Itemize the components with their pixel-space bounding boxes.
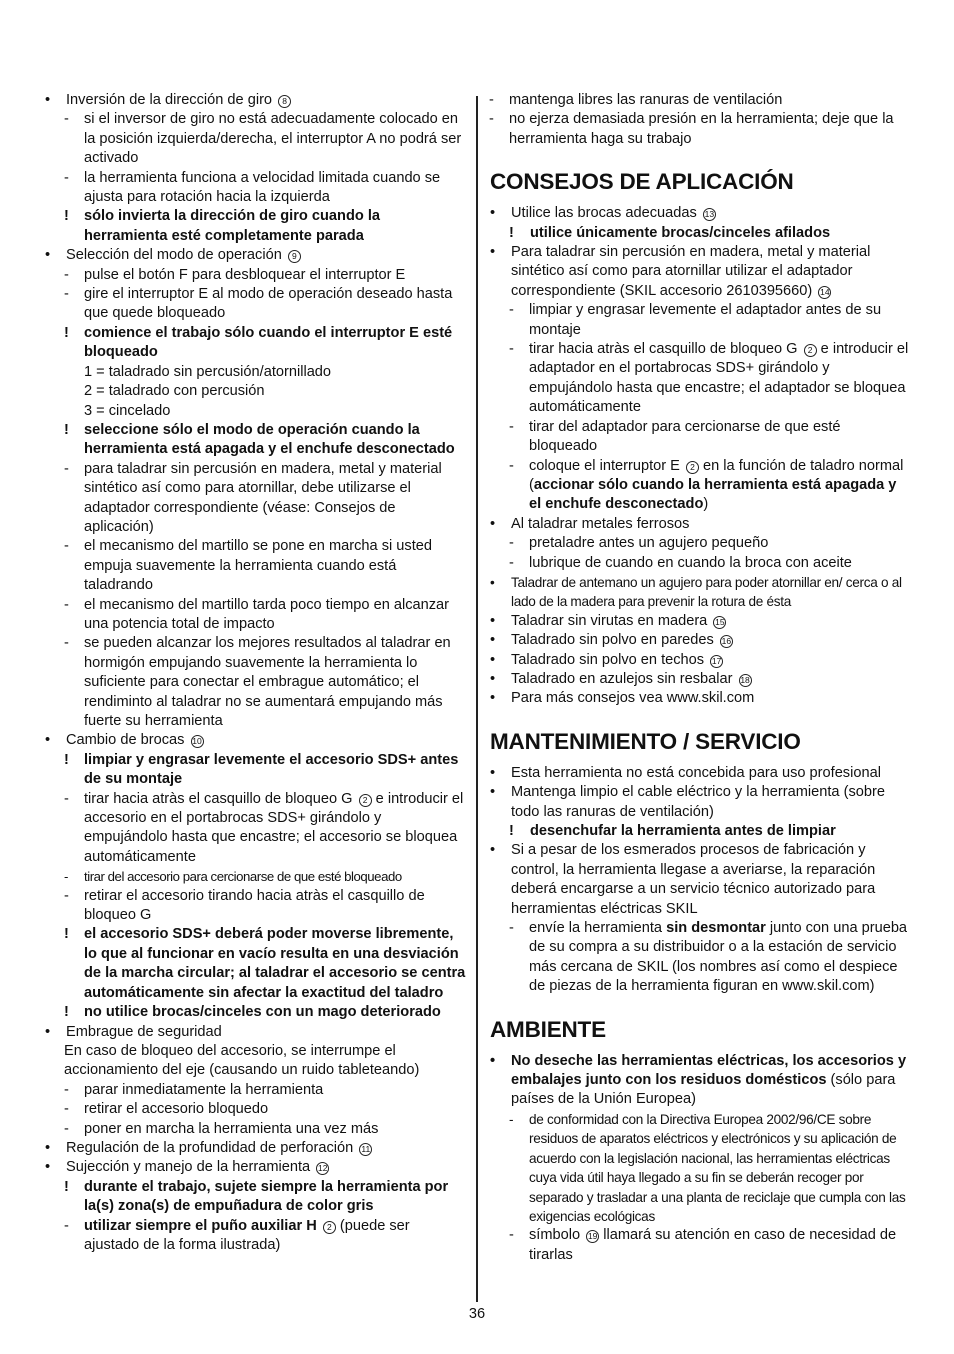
list-item: - si el inversor de giro no está adecuadamente colocado en la posición izquierda/derecha, el interruptor A no podrá ser activado: [43, 110, 467, 168]
figure-ref: 2: [359, 794, 372, 807]
item-text: Mantenga limpio el cable eléctrico y la herramienta (sobre todo las ranuras de ventilación): [511, 784, 885, 820]
list-item: - se pueden alcanzar los mejores resultados al taladrar en hormigón empujando suavemente la herramienta lo suficiente para conectar el embrague automático; el rendiminto al taladrar no se aumentará empujando más fuerte su herramienta: [43, 634, 467, 731]
list-item: - tirar del adaptador para cercionarse de que esté bloqueado: [488, 418, 910, 457]
list-item: - parar inmediatamente la herramienta: [43, 1081, 467, 1100]
item-text: Taladrar de antemano un agujero para poder atornillar en/ cerca o al lado de la madera para prevenir la rotura de ésta: [511, 574, 902, 610]
item-text: lubrique de cuando en cuando la broca con aceite: [529, 554, 852, 571]
list-item: • Mantenga limpio el cable eléctrico y la herramienta (sobre todo las ranuras de ventilación): [488, 783, 910, 822]
item-text: retirar el accesorio tirando hacia atràs el casquillo de bloqueo G: [84, 887, 425, 924]
item-text: tirar hacia atràs el casquillo de bloqueo G: [84, 790, 353, 807]
section-heading-tips: CONSEJOS DE APLICACIÓN: [490, 169, 794, 195]
list-item: • Utilice las brocas adecuadas 13: [490, 205, 715, 222]
list-item: - tirar hacia atràs el casquillo de bloqueo G 2 e introducir el accesorio en el portabrocas SDS+ girándolo y empujándolo hasta que encastre; el accesorio se bloquea automáticamente: [64, 790, 464, 865]
item-text: se pueden alcanzar los mejores resultados al taladrar en hormigón empujando suavemente la herramienta lo suficiente para conectar el embrague automático; el rendiminto al taladrar no se aumentará empujando más fuerte su herramienta: [84, 635, 451, 729]
item-text: Inversión de la dirección de giro: [66, 92, 273, 108]
list-item: • Para taladrar sin percusión en madera, metal y material sintético así como para atornillar utilizar el adaptador correspondiente (SKIL accesorio 2610395660) 14: [490, 244, 871, 299]
list-item: • Embrague de seguridad: [43, 1023, 467, 1042]
warning-text: comience el trabajo sólo cuando el interruptor E esté bloqueado: [84, 324, 453, 361]
paragraph: En caso de bloqueo del accesorio, se interrumpe el accionamiento del eje (causando un ruido tableteando): [64, 1042, 420, 1079]
warning-item: ! desenchufar la herramienta antes de limpiar: [488, 822, 910, 841]
item-text: coloque el interruptor E: [529, 457, 680, 474]
item-text: pulse el botón F para desbloquear el interruptor E: [84, 266, 406, 283]
mode-option: 2 = taladrado con percusión: [84, 383, 265, 400]
item-text: no ejerza demasiada presión en la herramienta; deje que la herramienta haga su trabajo: [509, 111, 894, 147]
figure-ref: 16: [721, 636, 732, 647]
item-text: Selección del modo de operación: [66, 247, 282, 264]
warning-text: seleccione sólo el modo de operación cuando la herramienta está apagada y el enchufe desconectado: [84, 421, 455, 458]
warning-item: ! limpiar y engrasar levemente el accesorio SDS+ antes de su montaje: [43, 751, 467, 790]
item-text: Al taladrar metales ferrosos: [511, 515, 690, 532]
figure-ref: 2: [804, 344, 817, 357]
list-item: • Taladrar de antemano un agujero para poder atornillar en/ cerca o al lado de la madera para prevenir la rotura de ésta: [488, 573, 910, 612]
item-text: Sujección y manejo de la herramienta: [66, 1159, 311, 1176]
list-item: • Sujección y manejo de la herramienta 12: [45, 1159, 328, 1176]
item-text: Esta herramienta no está concebida para uso profesional: [511, 764, 881, 781]
figure-ref: 2: [323, 1221, 336, 1234]
list-item: • Taladrar sin virutas en madera 15: [490, 612, 725, 629]
list-item: - poner en marcha la herramienta una vez más: [43, 1120, 467, 1139]
item-text: si el inversor de giro no está adecuadamente colocado en la posición izquierda/derecha, el interruptor A no podrá ser activado: [84, 111, 462, 167]
item-text: Para taladrar sin percusión en madera, metal y material sintético así como para atornillar utilizar el adaptador correspondiente (SKIL accesorio 2610395660): [511, 244, 871, 299]
item-text: poner en marcha la herramienta una vez más: [84, 1120, 379, 1137]
figure-ref: 17: [711, 655, 722, 666]
item-text: tirar del adaptador para cercionarse de que esté bloqueado: [529, 418, 841, 455]
list-item: - tirar hacia atràs el casquillo de bloqueo G 2 e introducir el adaptador en el portabrocas SDS+ girándolo y empujándolo hasta que encastre; el adaptador se bloquea automáticamente: [509, 341, 909, 416]
item-text: para taladrar sin percusión en madera, metal y material sintético así como para atornillar, debe utilizarse el adaptador correspondiente (véase: Consejos de aplicación): [84, 460, 442, 535]
warning-item: ! no utilice brocas/cinceles con un mago deteriorado: [43, 1003, 467, 1022]
item-text: Embrague de seguridad: [66, 1023, 222, 1040]
list-item: - mantenga libres las ranuras de ventilación: [468, 91, 910, 110]
item-text: ): [703, 496, 709, 513]
list-item: • Regulación de la profundidad de perforación 11: [43, 1139, 467, 1158]
item-text: Taladrado sin polvo en techos: [511, 651, 705, 668]
item-text: Regulación de la profundidad de perforación: [66, 1139, 354, 1156]
item-text: Si a pesar de los esmerados procesos de fabricación y control, la herramienta llegase a averiarse, la reparación deberá encargarse a un servicio técnico autorizado para herramientas eléctricas SKIL: [511, 842, 876, 917]
column-divider: [476, 96, 478, 1302]
list-item: • Al taladrar metales ferrosos: [488, 515, 910, 534]
warning-item: ! comience el trabajo sólo cuando el interruptor E esté bloqueado: [43, 324, 467, 363]
item-text: en la función de taladro normal (: [529, 457, 904, 493]
list-item: • Taladrado en azulejos sin resbalar 18: [490, 670, 750, 687]
warning-item: ! seleccione sólo el modo de operación cuando la herramienta está apagada y el enchufe desconectado: [43, 421, 467, 460]
warning-text: no utilice brocas/cinceles con un mago deteriorado: [84, 1004, 441, 1021]
item-text: No deseche las herramientas eléctricas, los accesorios y embalajes junto con los residuos domésticos: [511, 1052, 907, 1089]
list-item: • Taladrado sin polvo en paredes 16: [490, 632, 732, 649]
item-text: Utilice las brocas adecuadas: [511, 205, 697, 222]
item-text: utilizar siempre el puño auxiliar H: [84, 1217, 317, 1234]
list-item: • No deseche las herramientas eléctricas, los accesorios y embalajes junto con los residuos domésticos (sólo para países de la Unión Europea): [490, 1052, 907, 1108]
list-item: - limpiar y engrasar levemente el adaptador antes de su montaje: [488, 301, 910, 340]
item-text: retirar el accesorio bloquedo: [84, 1101, 269, 1118]
figure-ref: 13: [704, 209, 715, 220]
warning-text: limpiar y engrasar levemente el accesorio SDS+ antes de su montaje: [84, 751, 459, 788]
list-item: • Selección del modo de operación 9: [43, 246, 467, 265]
figure-ref: 15: [715, 616, 725, 627]
figure-ref: 19: [587, 1231, 598, 1242]
list-item: - envíe la herramienta sin desmontar junto con una prueba de su compra a su distribuidor o a la estación de servicio más cercana de SKIL (los nombres así como el despiece de piezas de la herramienta figuran en www.skil.com): [509, 920, 908, 995]
item-text: llamará su atención en caso de necesidad de tirarlas: [529, 1227, 897, 1263]
item-text: gire el interruptor E al modo de operación deseado hasta que quede bloqueado: [84, 286, 453, 322]
warning-text: desenchufar la herramienta antes de limpiar: [530, 823, 836, 839]
warning-text: utilice únicamente brocas/cinceles afilados: [530, 224, 831, 241]
list-item: • Si a pesar de los esmerados procesos de fabricación y control, la herramienta llegase a averiarse, la reparación deberá encargarse a un servicio técnico autorizado para herramientas eléctricas SKIL: [488, 841, 910, 919]
list-item: - retirar el accesorio tirando hacia atràs el casquillo de bloqueo G: [43, 887, 467, 926]
item-text: accionar sólo cuando la herramienta está apagada y el enchufe desconectado: [529, 476, 897, 513]
item-text: mantenga libres las ranuras de ventilación: [509, 92, 783, 108]
item-text: e introducir el adaptador en el portabrocas SDS+ girándolo y empujándolo hasta que encastre; el adaptador se bloquea automáticamente: [529, 341, 909, 416]
warning-text: durante el trabajo, sujete siempre la herramienta por la(s) zona(s) de empuñadura de color gris: [84, 1178, 449, 1215]
warning-item: ! sólo invierta la dirección de giro cuando la herramienta esté completamente parada: [43, 207, 467, 246]
mode-option: 1 = taladrado sin percusión/atornillado: [84, 363, 332, 380]
list-item: • Inversión de la dirección de giro 8: [43, 91, 467, 110]
list-item: - tirar del accesorio para cercionarse de que esté bloqueado: [43, 867, 467, 886]
item-text: símbolo: [529, 1227, 581, 1244]
warning-item: ! utilice únicamente brocas/cinceles afilados: [488, 224, 910, 243]
item-text: junto con una prueba de su compra a su distribuidor o a la estación de servicio más cercana de SKIL (los nombres así como el despiece de piezas de la herramienta figuran en www.skil.com): [529, 920, 908, 995]
right-column: [488, 91, 910, 1265]
list-item: - el mecanismo del martillo tarda poco tiempo en alcanzar una potencia total de impacto: [43, 596, 467, 635]
list-item: • Cambio de brocas 10: [45, 732, 202, 749]
figure-ref: 8: [278, 95, 291, 108]
warning-text: sólo invierta la dirección de giro cuando la herramienta esté completamente parada: [84, 208, 381, 244]
item-text: limpiar y engrasar levemente el adaptador antes de su montaje: [529, 302, 882, 338]
mode-option: 3 = cincelado: [84, 402, 171, 419]
list-item: • Para más consejos vea www.skil.com: [488, 689, 910, 708]
list-item: - pulse el botón F para desbloquear el interruptor E: [43, 266, 467, 285]
figure-ref: 14: [820, 286, 830, 297]
list-item: - lubrique de cuando en cuando la broca con aceite: [488, 554, 910, 573]
section-heading-maintenance: MANTENIMIENTO / SERVICIO: [490, 728, 801, 754]
item-text: e introducir el accesorio en el portabrocas SDS+ girándolo y empujándolo hasta que encastre; el accesorio se bloquea automáticamente: [84, 790, 464, 865]
list-item: • Esta herramienta no está concebida para uso profesional: [488, 764, 910, 783]
list-item: - de conformidad con la Directiva Europea 2002/96/CE sobre residuos de aparatos eléctricos y electrónicos y su aplicación de acuerdo con la legislación nacional, las herramientas eléctricas cuya vida útil haya llegado a su fin se deberán recoger por separado y trasladar a una planta de reciclaje que cumpla con las exigencias ecológicas: [488, 1110, 910, 1226]
item-text: la herramienta funciona a velocidad limitada cuando se ajusta para rotación hacia la izquierda: [84, 169, 441, 206]
list-item: • Taladrado sin polvo en techos 17: [490, 651, 722, 668]
item-text: (sólo para países de la Unión Europea): [511, 1072, 896, 1108]
list-item: - no ejerza demasiada presión en la herramienta; deje que la herramienta haga su trabajo: [468, 110, 910, 149]
figure-ref: 9: [288, 250, 301, 263]
item-text: tirar hacia atràs el casquillo de bloqueo G: [529, 341, 798, 358]
item-text: Cambio de brocas: [66, 732, 185, 749]
item-text: Para más consejos vea www.skil.com: [511, 690, 755, 707]
warning-item: ! el accesorio SDS+ deberá poder moverse libremente, lo que al funcionar en vacío resulta en una desviación de la marcha circular; al taladrar el accesorio se centra automáticamente sin afectar la exactitud del taladro: [43, 925, 467, 1003]
item-text: el mecanismo del martillo se pone en marcha si usted empuja suavemente la herramienta cuando está taladrando: [84, 538, 432, 594]
item-text: el mecanismo del martillo tarda poco tiempo en alcanzar una potencia total de impacto: [84, 596, 450, 632]
item-text: (puede ser ajustado de la forma ilustrada): [84, 1217, 410, 1253]
warning-text: el accesorio SDS+ deberá poder moverse libremente, lo que al funcionar en vacío resulta en una desviación de la marcha circular; al taladrar el accesorio se centra automáticamente sin afectar la exactitud del taladro: [84, 926, 466, 1001]
item-text: Taladrar sin virutas en madera: [511, 612, 708, 629]
item-text: pretaladre antes un agujero pequeño: [529, 535, 769, 552]
item-text: Taladrado sin polvo en paredes: [511, 632, 714, 649]
list-item: - el mecanismo del martillo se pone en marcha si usted empuja suavemente la herramienta cuando está taladrando: [43, 537, 467, 595]
list-item: - retirar el accesorio bloquedo: [43, 1100, 467, 1119]
item-text: Taladrado en azulejos sin resbalar: [511, 670, 733, 687]
list-item: - pretaladre antes un agujero pequeño: [488, 534, 910, 553]
item-text: tirar del accesorio para cercionarse de que esté bloqueado: [84, 869, 402, 885]
list-item: - la herramienta funciona a velocidad limitada cuando se ajusta para rotación hacia la izquierda: [43, 169, 467, 208]
left-column: [43, 91, 467, 1255]
figure-ref: 10: [192, 736, 202, 747]
figure-ref: 2: [686, 461, 699, 474]
list-item: - para taladrar sin percusión en madera, metal y material sintético así como para atornillar, debe utilizarse el adaptador correspondiente (véase: Consejos de aplicación): [43, 460, 467, 538]
list-item: - utilizar siempre el puño auxiliar H 2 (puede ser ajustado de la forma ilustrada): [64, 1217, 410, 1253]
item-text: parar inmediatamente la herramienta: [84, 1081, 324, 1098]
list-item: - gire el interruptor E al modo de operación deseado hasta que quede bloqueado: [43, 285, 467, 324]
item-text: de conformidad con la Directiva Europea 2002/96/CE sobre residuos de aparatos eléctricos y electrónicos y su aplicación de acuerdo con la legislación nacional, las herramientas eléctricas cuya vida útil haya llegado a su fin se deberán recoger por separado y trasladar a una planta de reciclaje que cumpla con las exigencias ecológicas: [529, 1111, 906, 1224]
figure-ref: 12: [318, 1163, 328, 1174]
figure-ref: 11: [359, 1143, 372, 1156]
list-item: - símbolo 19 llamará su atención en caso de necesidad de tirarlas: [509, 1227, 897, 1263]
warning-item: ! durante el trabajo, sujete siempre la herramienta por la(s) zona(s) de empuñadura de color gris: [43, 1178, 467, 1217]
page-number: 36: [468, 1306, 486, 1322]
item-text: envíe la herramienta: [529, 920, 663, 937]
figure-ref: 18: [740, 674, 750, 685]
list-item: - coloque el interruptor E 2 en la función de taladro normal (accionar sólo cuando la herramienta está apagada y el enchufe desconectado): [509, 457, 904, 513]
section-heading-environment: AMBIENTE: [490, 1016, 606, 1042]
item-text: sin desmontar: [666, 920, 766, 937]
